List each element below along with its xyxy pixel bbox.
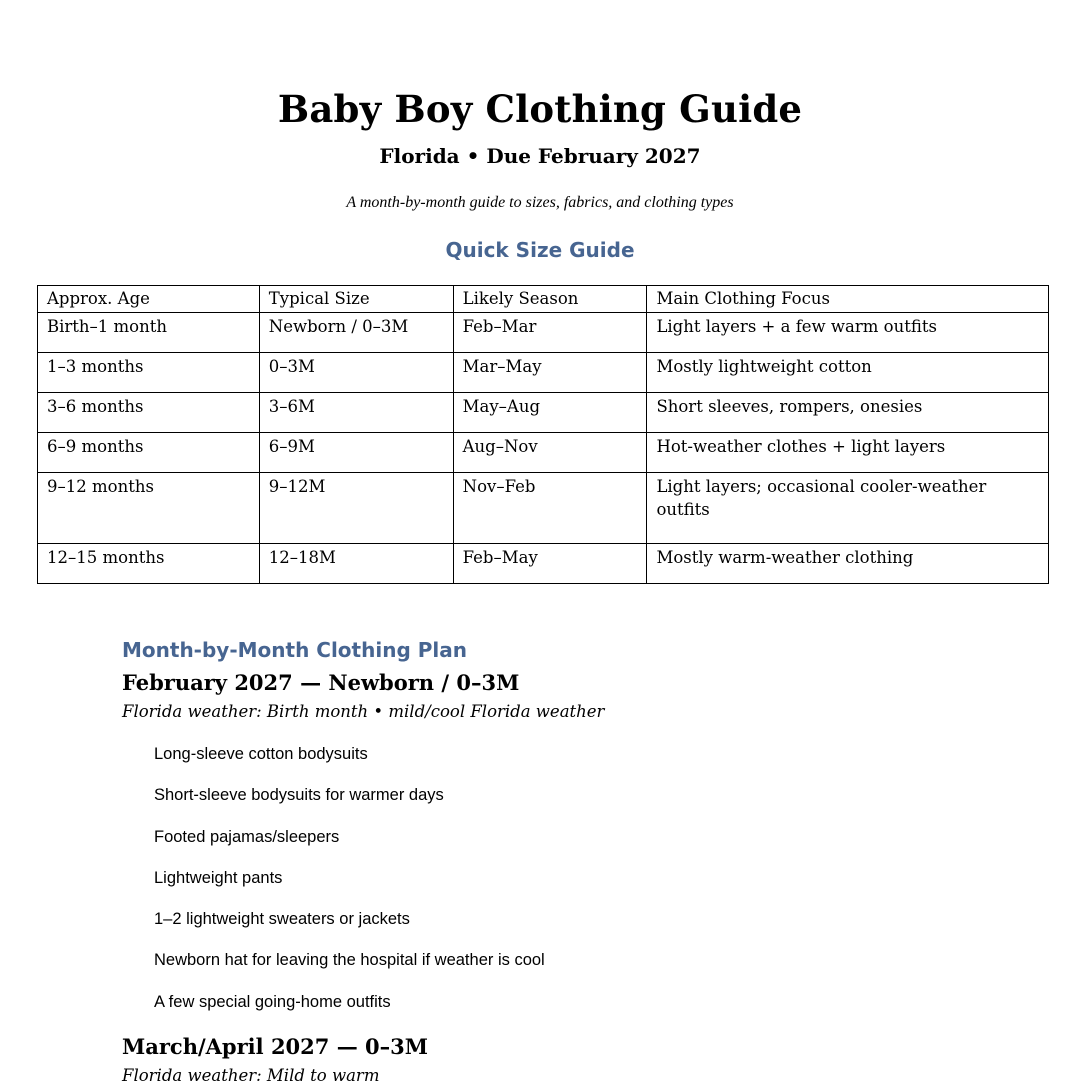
table-cell: Feb–May [453, 544, 647, 584]
monthly-plan-heading: Month-by-Month Clothing Plan [122, 638, 467, 662]
weather-note-march-april: Florida weather: Mild to warm [122, 1066, 380, 1085]
table-cell: Light layers; occasional cooler-weather outfits [647, 473, 1049, 544]
table-row [38, 353, 1049, 393]
weather-note-february: Florida weather: Birth month • mild/cool Florida weather [122, 702, 605, 721]
table-cell: Hot-weather clothes + light layers [647, 433, 1049, 473]
table-cell: May–Aug [453, 393, 647, 433]
table-row [38, 313, 1049, 353]
document-tagline: A month-by-month guide to sizes, fabrics, and clothing types [346, 194, 734, 211]
table-cell: Aug–Nov [453, 433, 647, 473]
month-heading-march-april: March/April 2027 — 0–3M [122, 1034, 428, 1059]
quick-size-guide-heading: Quick Size Guide [445, 238, 635, 262]
table-cell: 3–6 months [38, 393, 260, 433]
list-item: Lightweight pants [154, 868, 283, 887]
table-cell: Mostly lightweight cotton [647, 353, 1049, 393]
table-cell: 1–3 months [38, 353, 260, 393]
table-cell: Mostly warm-weather clothing [647, 544, 1049, 584]
month-heading-february: February 2027 — Newborn / 0–3M [122, 670, 520, 695]
table-cell: 3–6M [259, 393, 453, 433]
document-title: Baby Boy Clothing Guide [277, 87, 803, 131]
table-row [38, 433, 1049, 473]
table-header-row [38, 286, 1049, 313]
document-subtitle: Florida • Due February 2027 [379, 144, 701, 168]
table-row [38, 544, 1049, 584]
list-item: A few special going-home outfits [154, 992, 391, 1011]
table-cell: Short sleeves, rompers, onesies [647, 393, 1049, 433]
list-item: Footed pajamas/sleepers [154, 827, 340, 846]
table-cell: 6–9M [259, 433, 453, 473]
table-row [38, 473, 1049, 544]
size-guide-table [37, 285, 1049, 584]
column-header-season: Likely Season [453, 286, 647, 313]
table-cell: Nov–Feb [453, 473, 647, 544]
table-cell: 6–9 months [38, 433, 260, 473]
column-header-size: Typical Size [259, 286, 453, 313]
table-cell: 12–15 months [38, 544, 260, 584]
table-cell: 12–18M [259, 544, 453, 584]
table-cell: Light layers + a few warm outfits [647, 313, 1049, 353]
table-cell: Mar–May [453, 353, 647, 393]
list-item: 1–2 lightweight sweaters or jackets [154, 910, 410, 929]
table-row [38, 393, 1049, 433]
list-item: Short-sleeve bodysuits for warmer days [154, 786, 444, 805]
column-header-focus: Main Clothing Focus [647, 286, 1049, 313]
table-cell: Newborn / 0–3M [259, 313, 453, 353]
table-cell: Feb–Mar [453, 313, 647, 353]
table-cell: Birth–1 month [38, 313, 260, 353]
table-cell: 9–12M [259, 473, 453, 544]
column-header-age: Approx. Age [38, 286, 260, 313]
table-cell: 9–12 months [38, 473, 260, 544]
list-item: Long-sleeve cotton bodysuits [154, 745, 368, 763]
clothing-item-list [154, 743, 545, 1032]
table-cell: 0–3M [259, 353, 453, 393]
list-item: Newborn hat for leaving the hospital if weather is cool [154, 951, 545, 970]
